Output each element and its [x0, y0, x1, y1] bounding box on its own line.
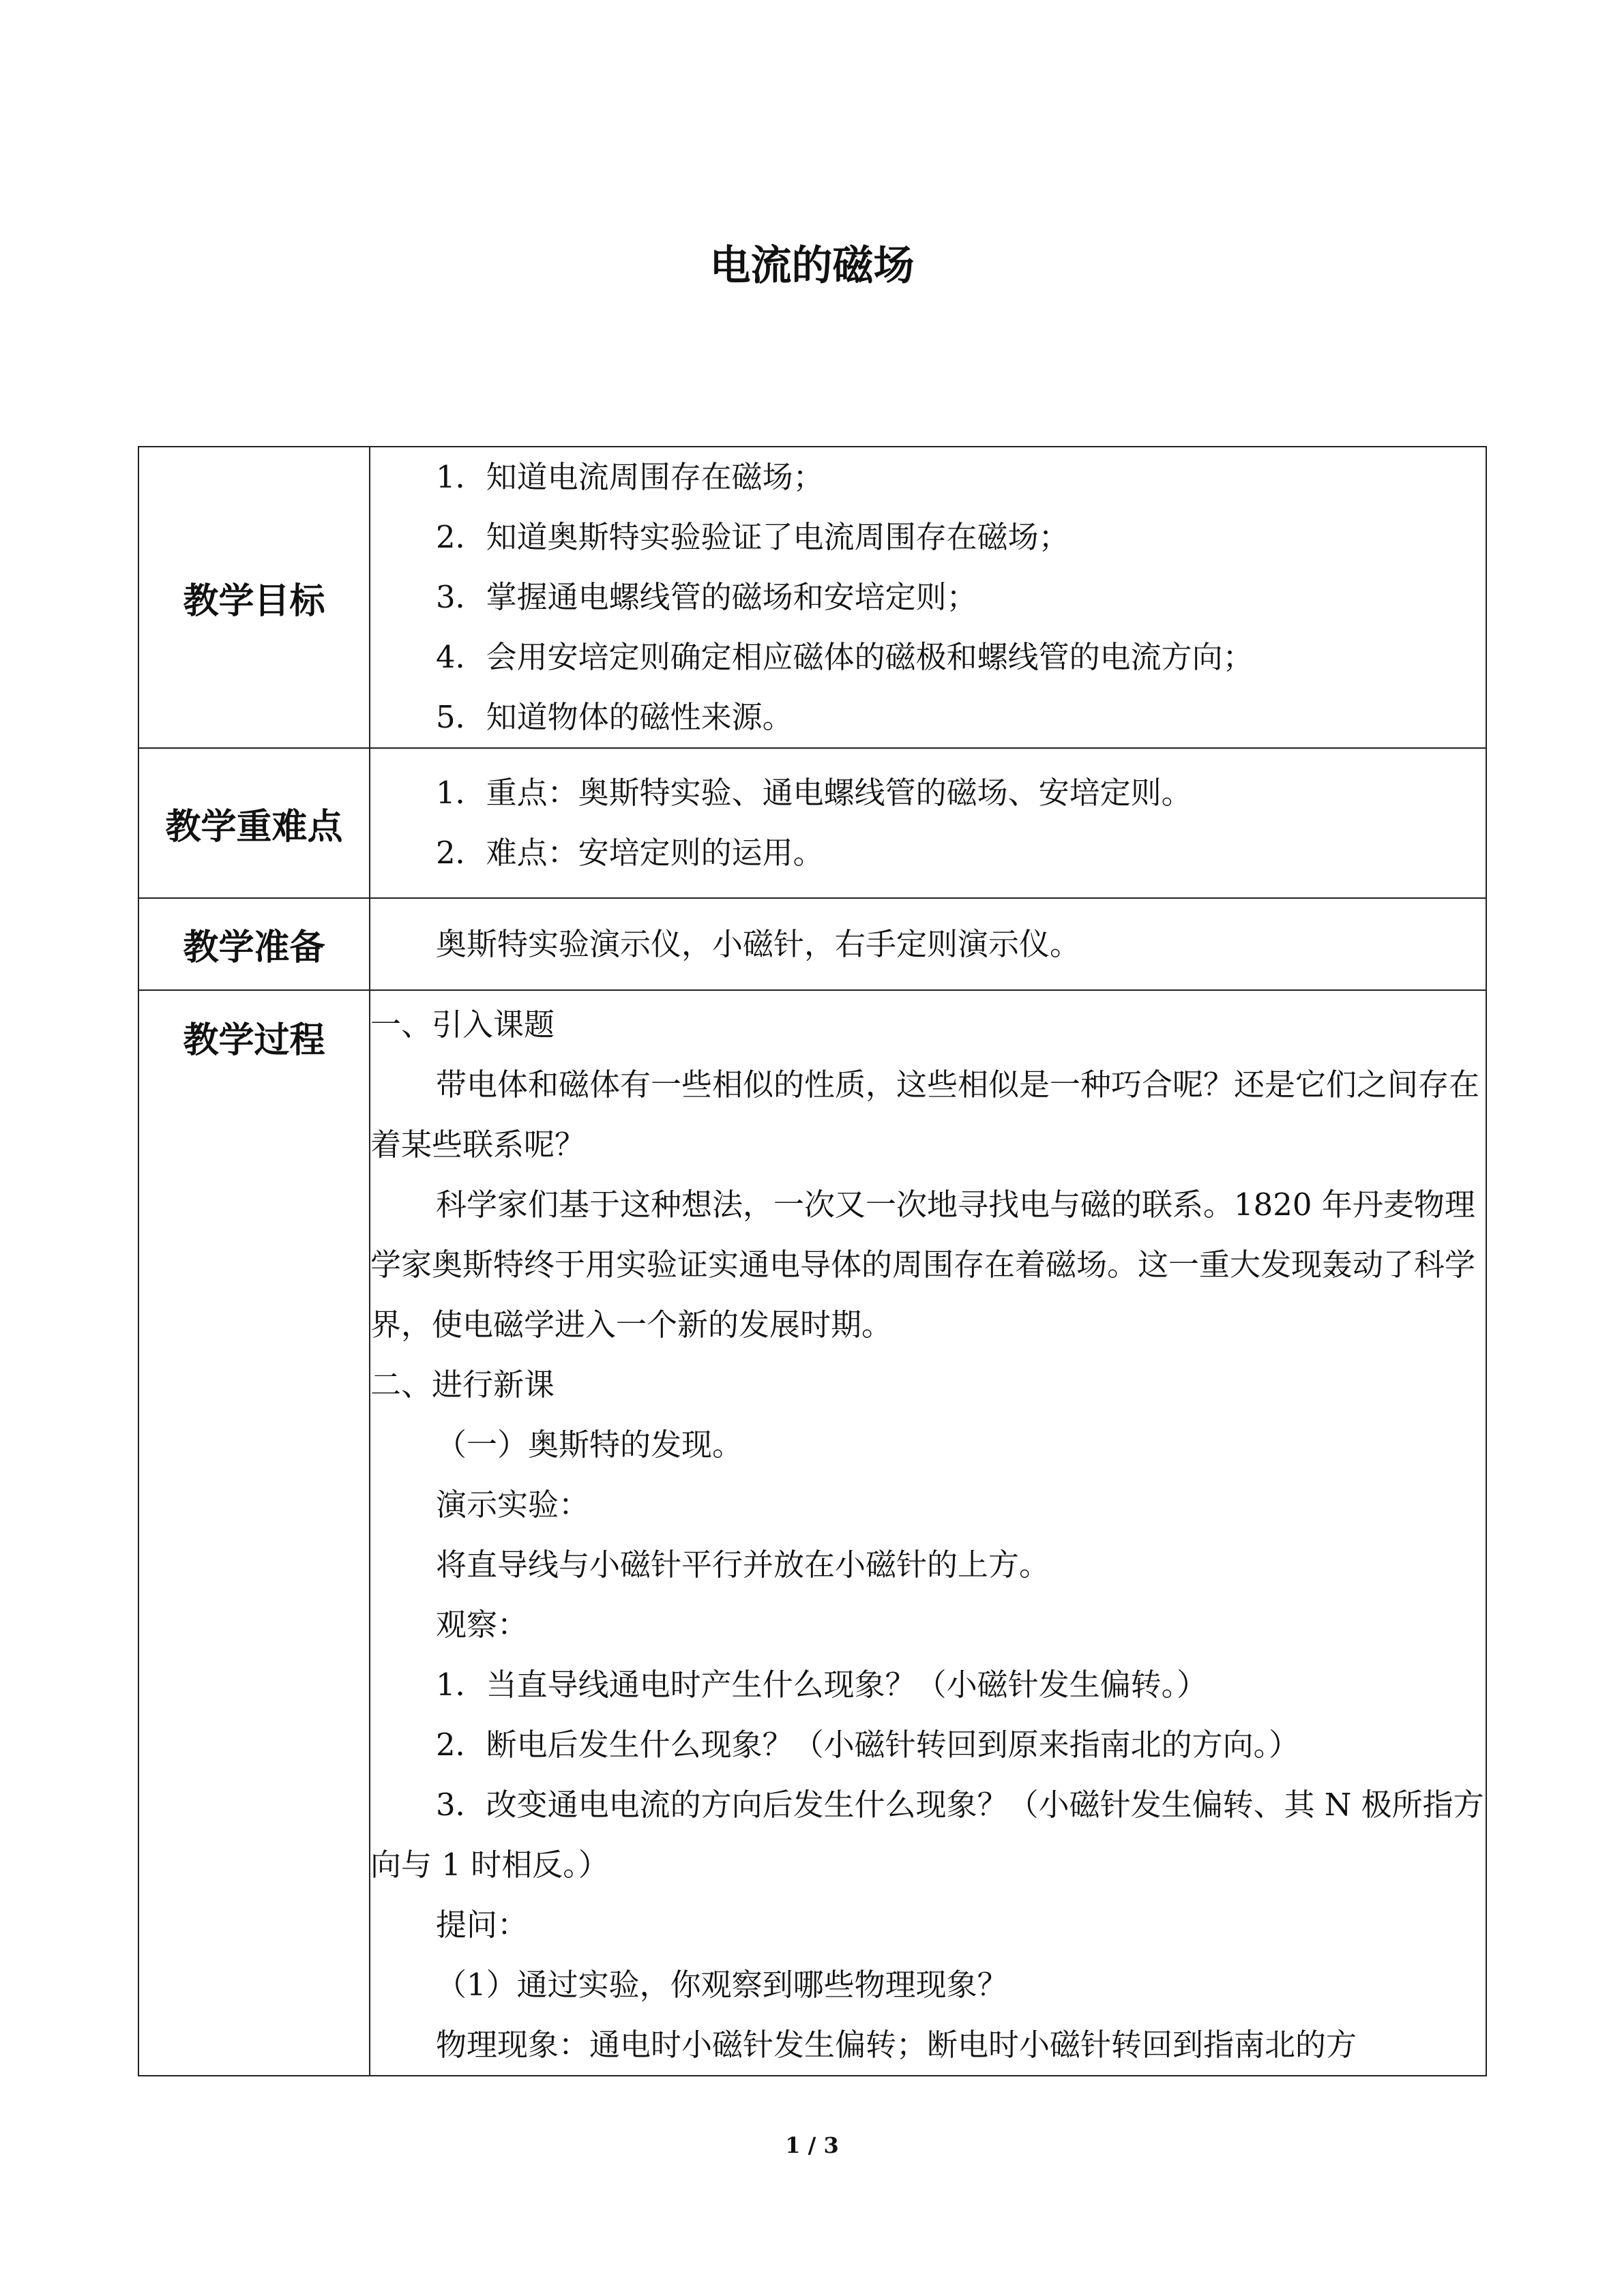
- question-label: 提问：: [436, 1907, 529, 1943]
- goal-item: 2．知道奥斯特实验验证了电流周围存在磁场；: [436, 519, 1069, 555]
- paragraph: 带电体和磁体有一些相似的性质，这些相似是一种巧合呢？还是它们之间存在着某些联系呢？: [370, 1067, 1480, 1163]
- observe-label: 观察：: [436, 1607, 529, 1643]
- section-heading: 二、进行新课: [370, 1367, 555, 1403]
- table-row-process: [138, 990, 1486, 2076]
- preparation-text: 奥斯特实验演示仪，小磁针，右手定则演示仪。: [436, 925, 1081, 962]
- goals-content: [370, 447, 1486, 748]
- row-label-key-points: 教学重难点: [138, 748, 370, 898]
- subsection-heading: （一）奥斯特的发现。: [436, 1427, 743, 1463]
- demo-label: 演示实验：: [436, 1487, 590, 1523]
- table-row-key-points: [138, 748, 1486, 898]
- table-row-goals: [138, 447, 1486, 748]
- key-point-item: 1．重点：奥斯特实验、通电螺线管的磁场、安培定则。: [436, 775, 1192, 811]
- lesson-plan-table: [138, 446, 1487, 2076]
- preparation-content: [370, 898, 1486, 990]
- paragraph: 科学家们基于这种想法，一次又一次地寻找电与磁的联系。1820 年丹麦物理学家奥斯特终于用实验证实通电导体的周围存在着磁场。这一重大发现轰动了科学界，使电磁学进入一个新的发展时期。: [370, 1187, 1476, 1343]
- question-item: （1）通过实验，你观察到哪些物理现象？: [436, 1967, 1008, 2003]
- key-point-item: 2．难点：安培定则的运用。: [436, 835, 824, 871]
- table-row-preparation: [138, 898, 1486, 990]
- document-title: 电流的磁场: [709, 242, 915, 290]
- row-label-preparation: 教学准备: [138, 898, 370, 990]
- goal-item: 1．知道电流周围存在磁场；: [436, 459, 824, 495]
- answer-text: 物理现象：通电时小磁针发生偏转；断电时小磁针转回到指南北的方: [436, 2027, 1357, 2063]
- process-content: [370, 990, 1486, 2076]
- observation-item: 1．当直导线通电时产生什么现象？（小磁针发生偏转。）: [436, 1667, 1208, 1703]
- goal-item: 5．知道物体的磁性来源。: [436, 699, 793, 735]
- demo-text: 将直导线与小磁针平行并放在小磁针的上方。: [436, 1547, 1050, 1583]
- goal-item: 3．掌握通电螺线管的磁场和安培定则；: [436, 579, 977, 615]
- key-points-content: [370, 748, 1486, 898]
- observation-item: 2．断电后发生什么现象？（小磁针转回到原来指南北的方向。）: [436, 1727, 1300, 1763]
- section-heading: 一、引入课题: [370, 1007, 555, 1043]
- goal-item: 4．会用安培定则确定相应磁体的磁极和螺线管的电流方向；: [436, 639, 1254, 675]
- row-label-process: 教学过程: [138, 990, 370, 2076]
- page-number: 1 / 3: [785, 2132, 839, 2158]
- row-label-goals: 教学目标: [138, 447, 370, 748]
- observation-item: 3．改变通电电流的方向后发生什么现象？（小磁针发生偏转、其 N 极所指方向与 1 时相反。）: [370, 1787, 1484, 1883]
